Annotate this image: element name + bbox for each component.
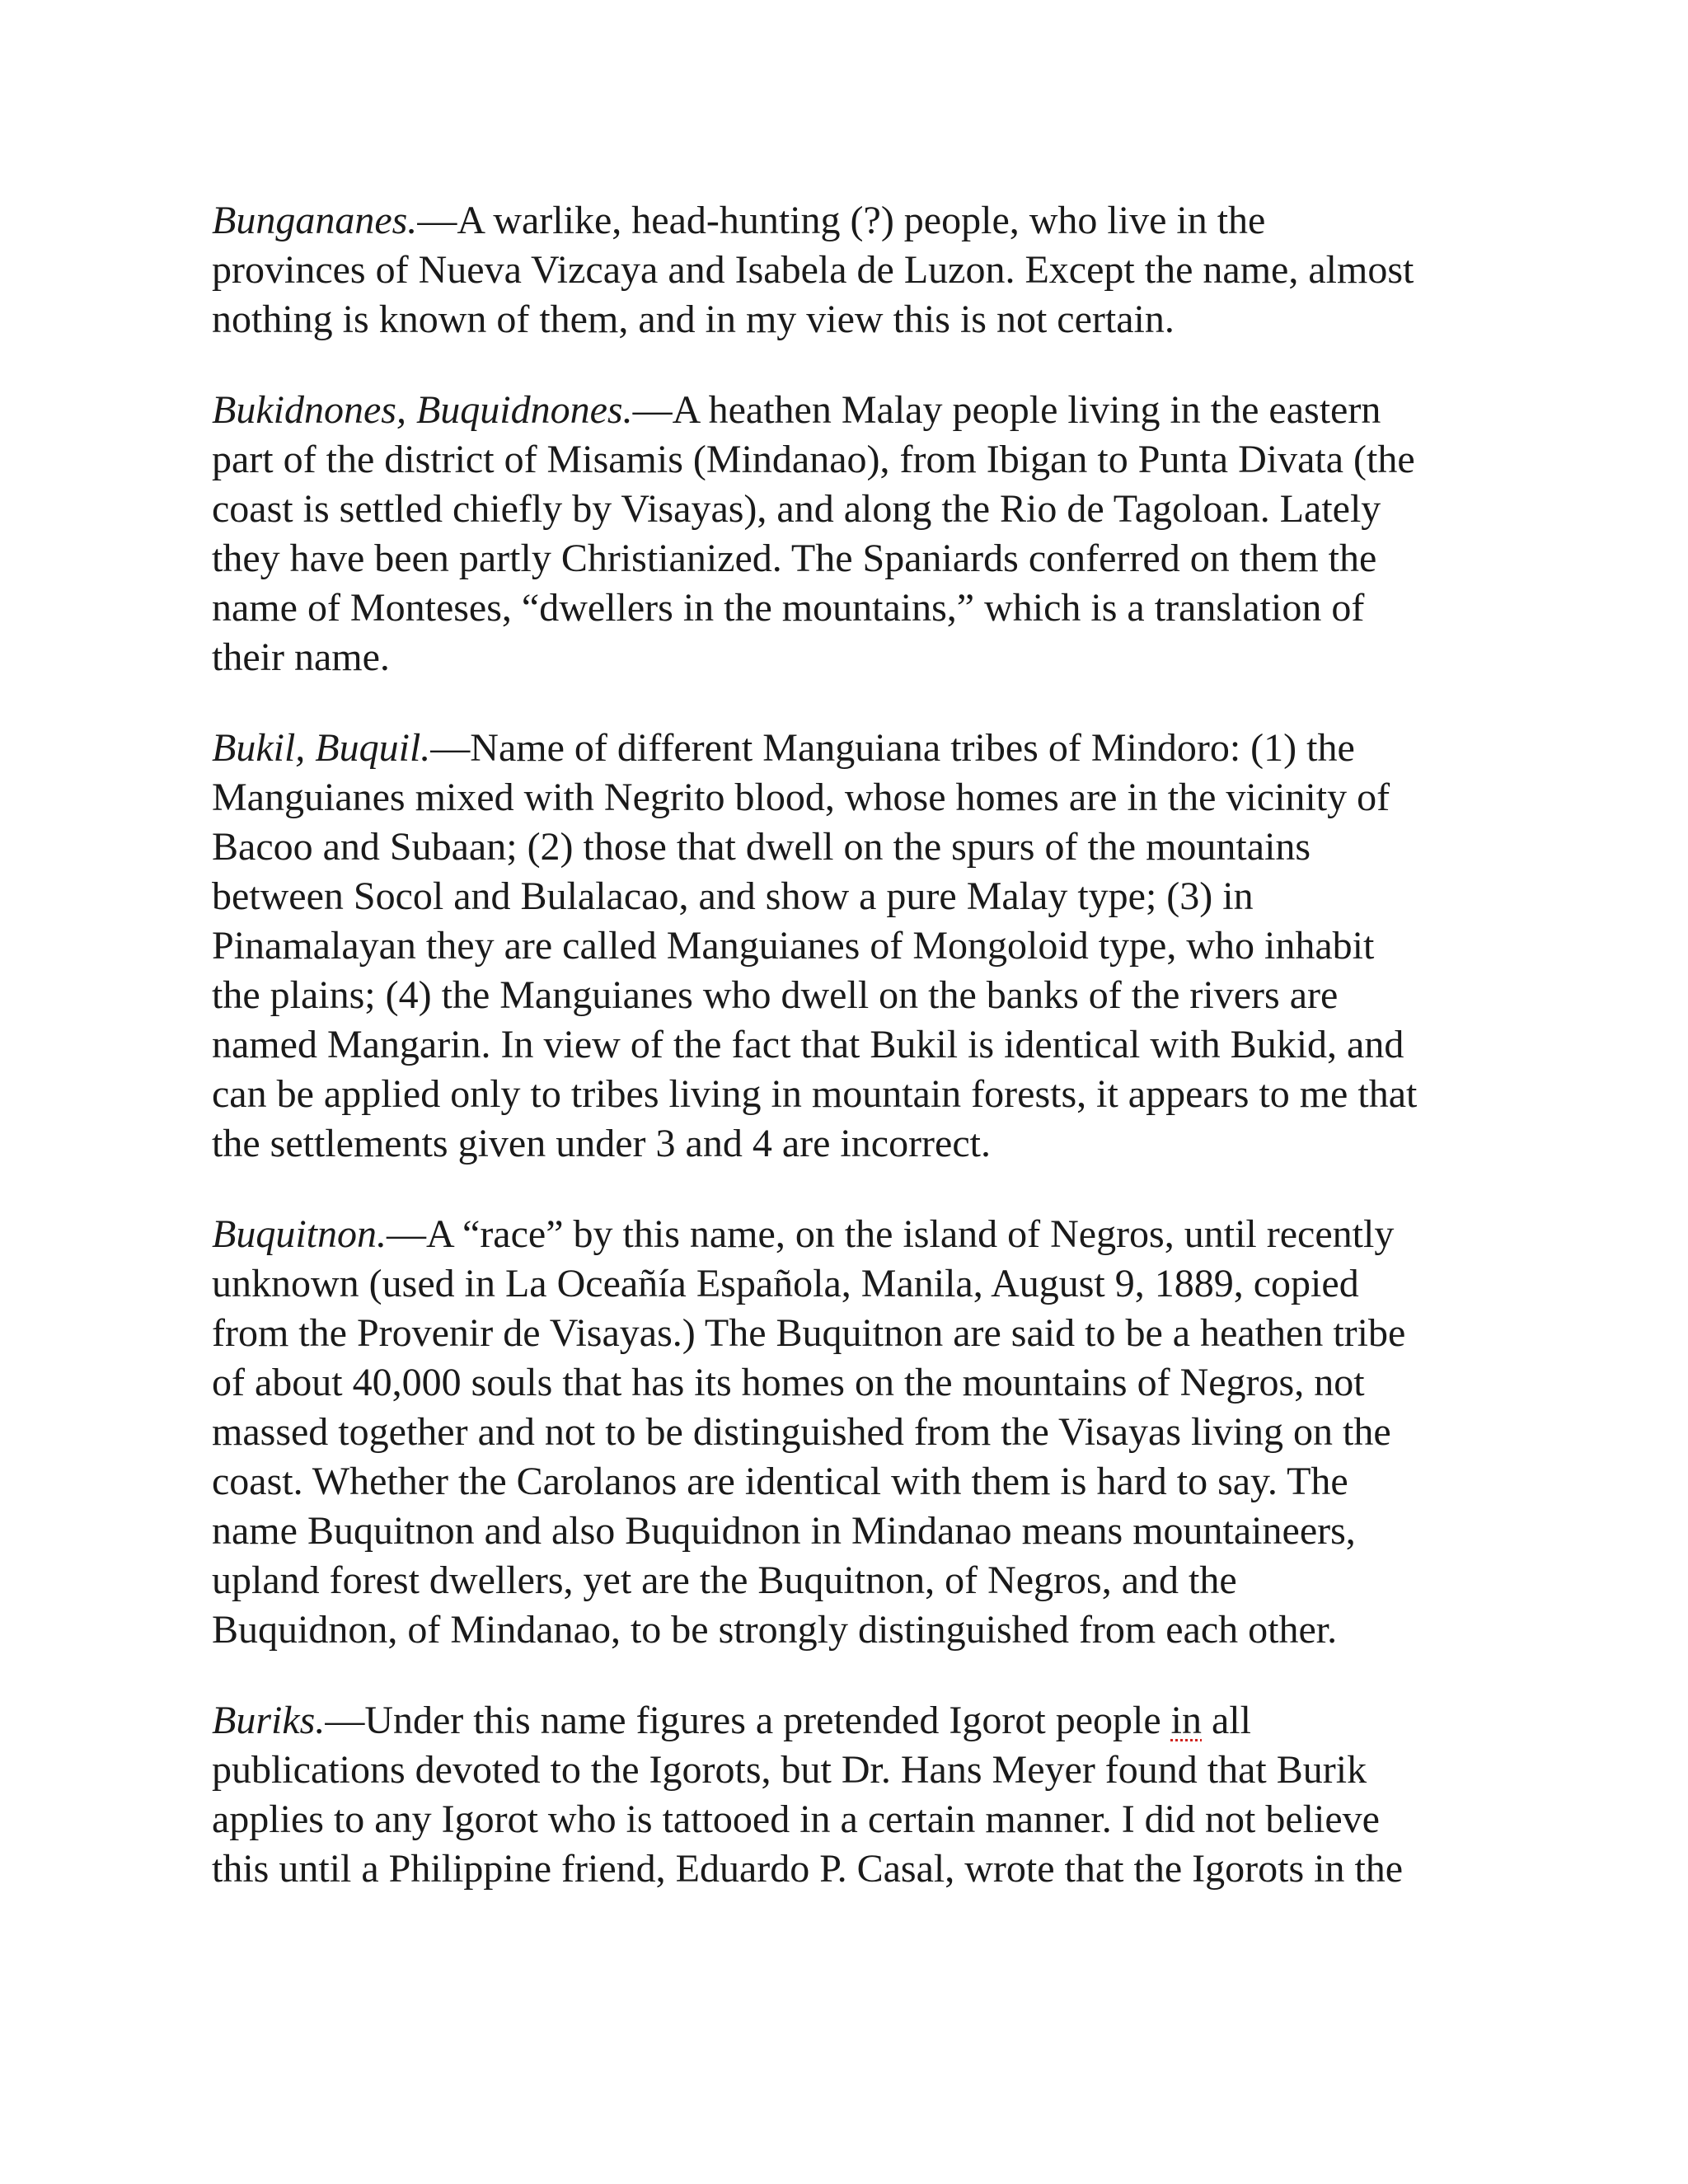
entry-buriks (212, 1696, 1498, 1894)
text-line: Pinamalayan they are called Manguianes of Mongoloid type, who inhabit (212, 924, 1375, 968)
text-line: named Mangarin. In view of the fact that Bukil is identical with Bukid, and (212, 1023, 1404, 1066)
entry-term: Bungananes. (212, 199, 418, 242)
entry-text: —A warlike, head-hunting (?) people, who live in the (417, 199, 1266, 242)
entry-term: Buriks. (212, 1699, 326, 1742)
text-line (212, 724, 1498, 773)
entry-text: —Name of different Manguiana tribes of Mindoro: (1) the (430, 726, 1355, 770)
text-line: between Socol and Bulalacao, and show a pure Malay type; (3) in (212, 874, 1254, 918)
text-line: upland forest dwellers, yet are the Buquitnon, of Negros, and the (212, 1558, 1237, 1602)
entry-text: all (1202, 1699, 1251, 1742)
entry-term: Bukil, Buquil. (212, 726, 431, 770)
text-line: publications devoted to the Igorots, but Dr. Hans Meyer found that Burik (212, 1748, 1367, 1792)
text-line: can be applied only to tribes living in mountain forests, it appears to me that (212, 1072, 1418, 1116)
text-line: the settlements given under 3 and 4 are incorrect. (212, 1122, 991, 1165)
text-line (212, 196, 1498, 246)
entry-bukidnones (212, 386, 1498, 682)
text-line: provinces of Nueva Vizcaya and Isabela de Luzon. Except the name, almost (212, 248, 1414, 292)
document-body (212, 196, 1498, 1935)
text-line (212, 386, 1498, 435)
spellcheck-flagged-word[interactable]: in (1170, 1699, 1202, 1742)
entry-text: —Under this name figures a pretended Igorot people (325, 1699, 1171, 1742)
text-line: massed together and not to be distinguished from the Visayas living on the (212, 1410, 1391, 1454)
text-line: applies to any Igorot who is tattooed in a certain manner. I did not believe (212, 1797, 1380, 1841)
text-line: they have been partly Christianized. The Spaniards conferred on them the (212, 537, 1377, 580)
text-line: Manguianes mixed with Negrito blood, whose homes are in the vicinity of (212, 776, 1390, 819)
text-line: nothing is known of them, and in my view this is not certain. (212, 298, 1175, 341)
text-line: this until a Philippine friend, Eduardo P. Casal, wrote that the Igorots in the (212, 1847, 1404, 1891)
text-line: Buquidnon, of Mindanao, to be strongly distinguished from each other. (212, 1608, 1338, 1652)
text-line: coast is settled chiefly by Visayas), and along the Rio de Tagoloan. Lately (212, 487, 1381, 531)
text-line: the plains; (4) the Manguianes who dwell on the banks of the rivers are (212, 973, 1339, 1017)
text-line: name Buquitnon and also Buquidnon in Mindanao means mountaineers, (212, 1509, 1356, 1553)
entry-term: Buquitnon. (212, 1212, 387, 1256)
text-line: from the Provenir de Visayas.) The Buquitnon are said to be a heathen tribe (212, 1311, 1406, 1355)
entry-bukil (212, 724, 1498, 1169)
entry-bunganes (212, 196, 1498, 344)
text-line: of about 40,000 souls that has its homes on the mountains of Negros, not (212, 1361, 1365, 1404)
text-line (212, 1210, 1498, 1259)
text-line (212, 1696, 1498, 1746)
text-line: part of the district of Misamis (Mindanao), from Ibigan to Punta Divata (the (212, 438, 1415, 481)
entry-term: Bukidnones, Buquidnones. (212, 388, 633, 432)
text-line: Bacoo and Subaan; (2) those that dwell on the spurs of the mountains (212, 825, 1311, 869)
text-line: unknown (used in La Oceañía Española, Manila, August 9, 1889, copied (212, 1262, 1359, 1305)
text-line: their name. (212, 635, 390, 679)
entry-text: —A “race” by this name, on the island of Negros, until recently (387, 1212, 1395, 1256)
text-line: coast. Whether the Carolanos are identical with them is hard to say. The (212, 1460, 1348, 1503)
text-line: name of Monteses, “dwellers in the mountains,” which is a translation of (212, 586, 1365, 630)
entry-text: —A heathen Malay people living in the eastern (632, 388, 1381, 432)
entry-buquitnon (212, 1210, 1498, 1655)
